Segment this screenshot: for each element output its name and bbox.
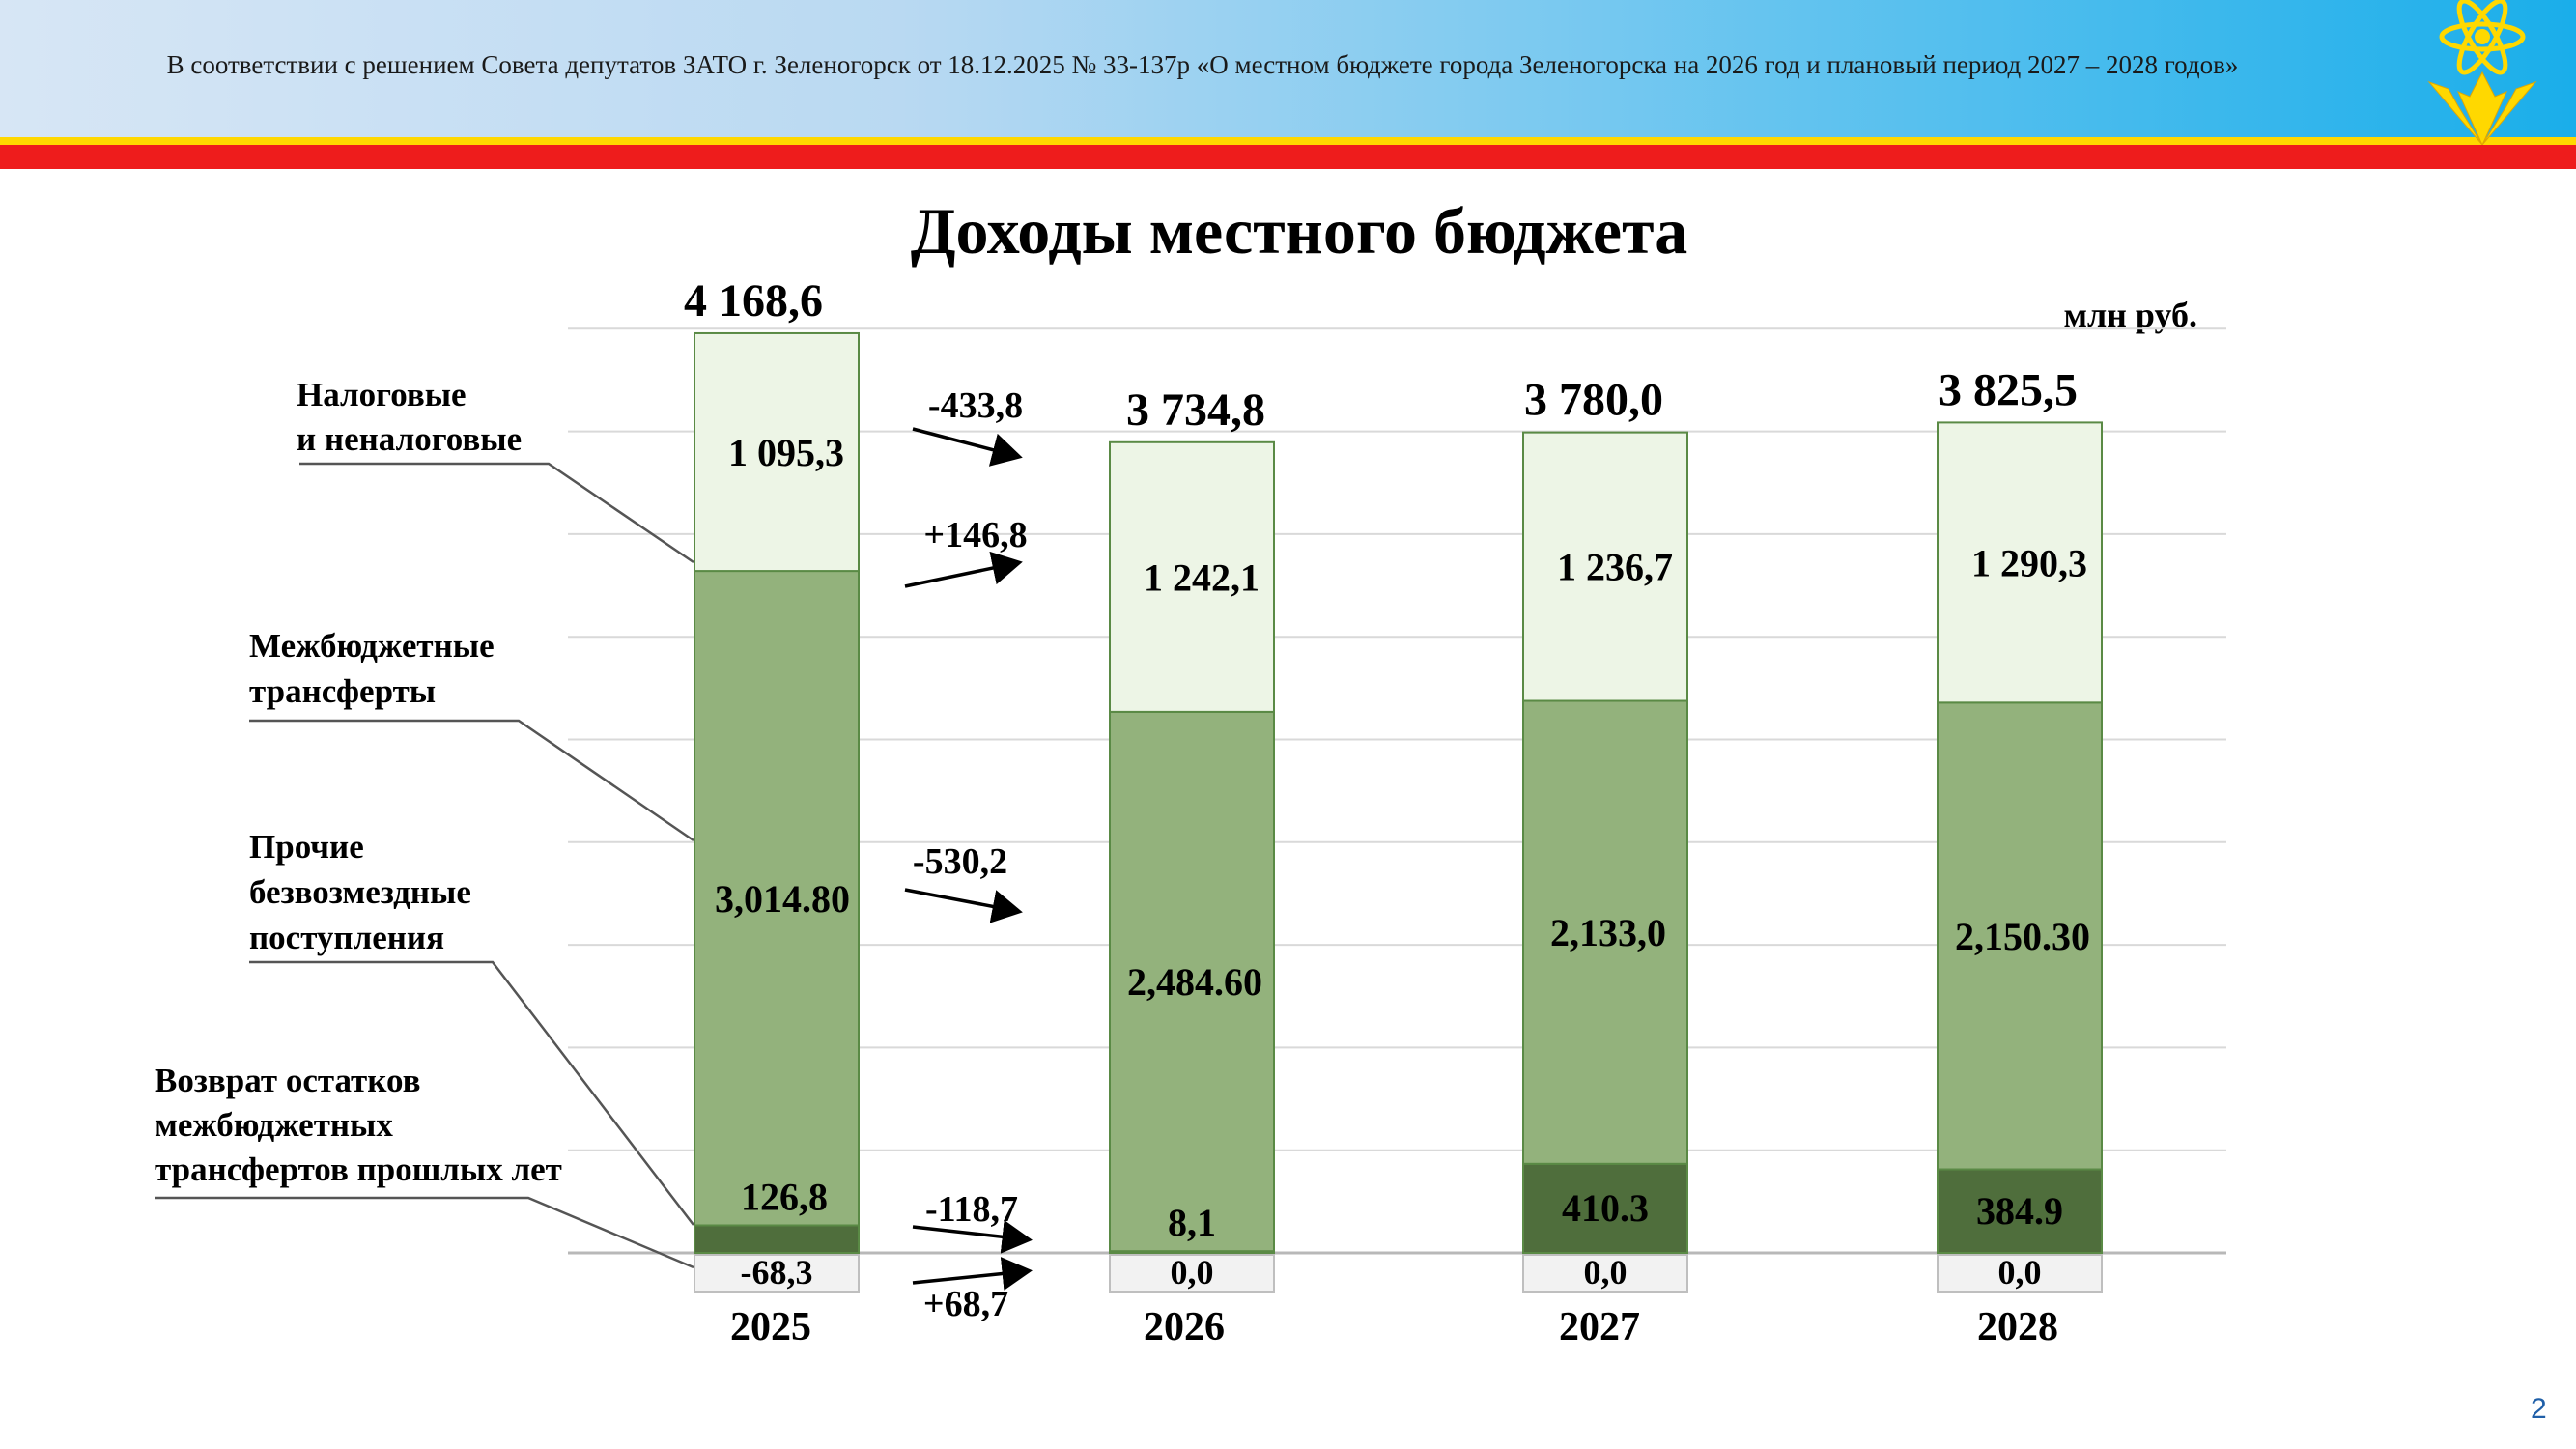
label-return: 0,0 xyxy=(1583,1253,1628,1292)
change-arrows xyxy=(905,385,1028,1324)
legend-label: и неналоговые xyxy=(297,420,523,458)
label-transfers: 2,133,0 xyxy=(1550,911,1666,955)
change-arrow-down xyxy=(913,429,1016,456)
legend-label: трансферты xyxy=(249,672,437,710)
x-tick-label: 2028 xyxy=(1977,1305,2058,1350)
legend-leader-line xyxy=(299,464,694,562)
label-tax: 1 236,7 xyxy=(1557,545,1673,589)
other-segment xyxy=(694,1226,859,1253)
legend-label: Прочие xyxy=(249,828,364,866)
label-return: 0,0 xyxy=(1170,1253,1214,1292)
chart-title: Доходы местного бюджета xyxy=(910,194,1688,268)
label-transfers: 2,150.30 xyxy=(1955,914,2090,958)
x-tick-label: 2025 xyxy=(730,1305,811,1350)
label-tax: 1 290,3 xyxy=(1971,541,2087,585)
change-label: +68,7 xyxy=(922,1284,1009,1324)
legend-label: безвозмездные xyxy=(249,873,471,911)
label-other: 8,1 xyxy=(1168,1201,1216,1245)
legend-leader-line xyxy=(155,1198,694,1267)
bars xyxy=(694,333,2102,1292)
label-tax: 1 095,3 xyxy=(728,431,844,475)
label-other: 410.3 xyxy=(1562,1185,1649,1230)
legend-label: Возврат остатков xyxy=(155,1062,421,1099)
legend-callouts xyxy=(155,376,694,1267)
change-label: -118,7 xyxy=(924,1189,1019,1230)
label-transfers: 3,014.80 xyxy=(715,876,850,921)
x-tick-label: 2026 xyxy=(1144,1305,1225,1350)
label-tax: 1 242,1 xyxy=(1144,555,1260,600)
total-label: 3 780,0 xyxy=(1524,374,1663,426)
change-arrow-up xyxy=(905,563,1016,586)
legend-label: поступления xyxy=(249,919,445,956)
page-number: 2 xyxy=(2531,1393,2547,1425)
legend-label: межбюджетных xyxy=(155,1106,393,1144)
chart-unit: млн руб. xyxy=(2063,296,2197,334)
label-return: 0,0 xyxy=(1997,1253,2042,1292)
change-arrow-down xyxy=(905,890,1016,911)
legend-label: Межбюджетные xyxy=(249,627,495,665)
change-label: -433,8 xyxy=(927,385,1024,426)
label-transfers: 2,484.60 xyxy=(1127,960,1262,1005)
legend-label: трансфертов прошлых лет xyxy=(155,1151,562,1188)
label-other: 126,8 xyxy=(741,1175,828,1219)
total-label: 4 168,6 xyxy=(684,274,823,327)
total-label: 3 734,8 xyxy=(1126,384,1265,436)
change-label: -530,2 xyxy=(912,841,1008,882)
header-text: В соответствии с решением Совета депутатов ЗАТО г. Зеленогорск от 18.12.2025 № 33-137р «О местном бюджете города Зеленогорска на 2026 год и плановый период 2027 – 2028 годов» xyxy=(166,50,2239,79)
total-label: 3 825,5 xyxy=(1939,364,2078,416)
label-other: 384.9 xyxy=(1976,1188,2063,1233)
label-return: -68,3 xyxy=(740,1253,813,1292)
change-arrow-up xyxy=(913,1271,1026,1283)
data-labels xyxy=(684,275,2090,1350)
change-label: +146,8 xyxy=(923,515,1028,555)
legend-label: Налоговые xyxy=(297,376,467,413)
x-tick-label: 2027 xyxy=(1559,1305,1640,1350)
